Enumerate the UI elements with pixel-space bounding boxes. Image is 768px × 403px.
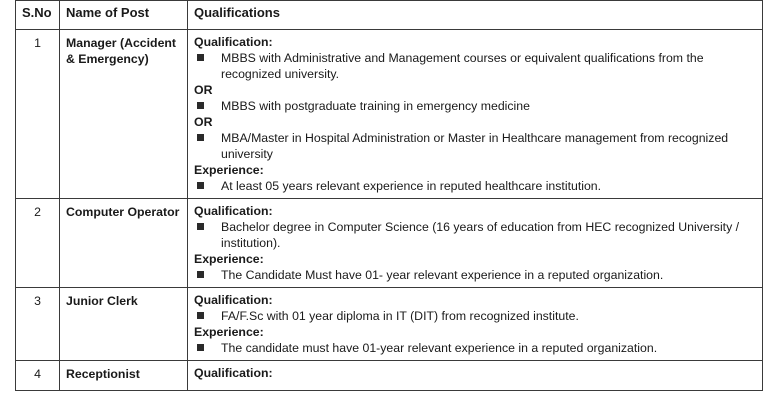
experience-item: [194, 340, 756, 356]
serial-number: 2: [16, 199, 60, 288]
table-body: [16, 30, 763, 391]
header-row: [16, 1, 763, 30]
square-bullet-icon: [197, 344, 204, 351]
qualification-item: [194, 98, 756, 114]
qualification-text: MBBS with postgraduate training in emergency medicine: [221, 99, 530, 113]
square-bullet-icon: [197, 134, 204, 141]
qualifications-cell: [188, 30, 763, 199]
jobs-table: [15, 0, 763, 391]
qualification-item: [194, 130, 756, 162]
square-bullet-icon: [197, 102, 204, 109]
serial-number: 4: [16, 361, 60, 391]
square-bullet-icon: [197, 182, 204, 189]
or-separator: OR: [194, 115, 213, 129]
qualification-text: FA/F.Sc with 01 year diploma in IT (DIT) from recognized institute.: [221, 309, 579, 323]
experience-text: At least 05 years relevant experience in reputed healthcare institution.: [221, 179, 602, 193]
square-bullet-icon: [197, 271, 204, 278]
serial-number: 3: [16, 288, 60, 361]
qualification-text: Bachelor degree in Computer Science (16 years of education from HEC recognized University / institution).: [221, 220, 740, 250]
header-sno: S.No: [16, 1, 60, 30]
table-header: [16, 1, 763, 30]
experience-heading: Experience:: [194, 252, 264, 266]
table-row: [16, 288, 763, 361]
experience-heading: Experience:: [194, 325, 264, 339]
header-qualifications: Qualifications: [188, 1, 763, 30]
experience-text: The candidate must have 01-year relevant experience in a reputed organization.: [221, 341, 658, 355]
table-row: [16, 30, 763, 199]
serial-number: 1: [16, 30, 60, 199]
qualification-text: MBA/Master in Hospital Administration or Master in Healthcare management from recognized university: [221, 131, 729, 161]
post-name: Receptionist: [60, 361, 188, 391]
qualification-item: [194, 308, 756, 324]
qualification-item: [194, 50, 756, 82]
post-name: Junior Clerk: [60, 288, 188, 361]
qualification-item: [194, 219, 756, 251]
qualification-heading: Qualification:: [194, 35, 273, 49]
experience-text: The Candidate Must have 01- year relevant experience in a reputed organization.: [221, 268, 664, 282]
experience-item: [194, 267, 756, 283]
square-bullet-icon: [197, 54, 204, 61]
qualification-heading: Qualification:: [194, 204, 273, 218]
post-name: Computer Operator: [60, 199, 188, 288]
square-bullet-icon: [197, 223, 204, 230]
header-post-name: Name of Post: [60, 1, 188, 30]
or-separator: OR: [194, 83, 213, 97]
qualifications-cell: [188, 288, 763, 361]
qualification-text: MBBS with Administrative and Management courses or equivalent qualifications from the recognized university.: [221, 51, 704, 81]
square-bullet-icon: [197, 312, 204, 319]
post-name: Manager (Accident & Emergency): [60, 30, 188, 199]
qualifications-cell: [188, 361, 763, 391]
experience-item: [194, 178, 756, 194]
table-row: [16, 199, 763, 288]
table-row: [16, 361, 763, 391]
qualification-heading: Qualification:: [194, 366, 273, 380]
experience-heading: Experience:: [194, 163, 264, 177]
qualification-heading: Qualification:: [194, 293, 273, 307]
qualifications-cell: [188, 199, 763, 288]
